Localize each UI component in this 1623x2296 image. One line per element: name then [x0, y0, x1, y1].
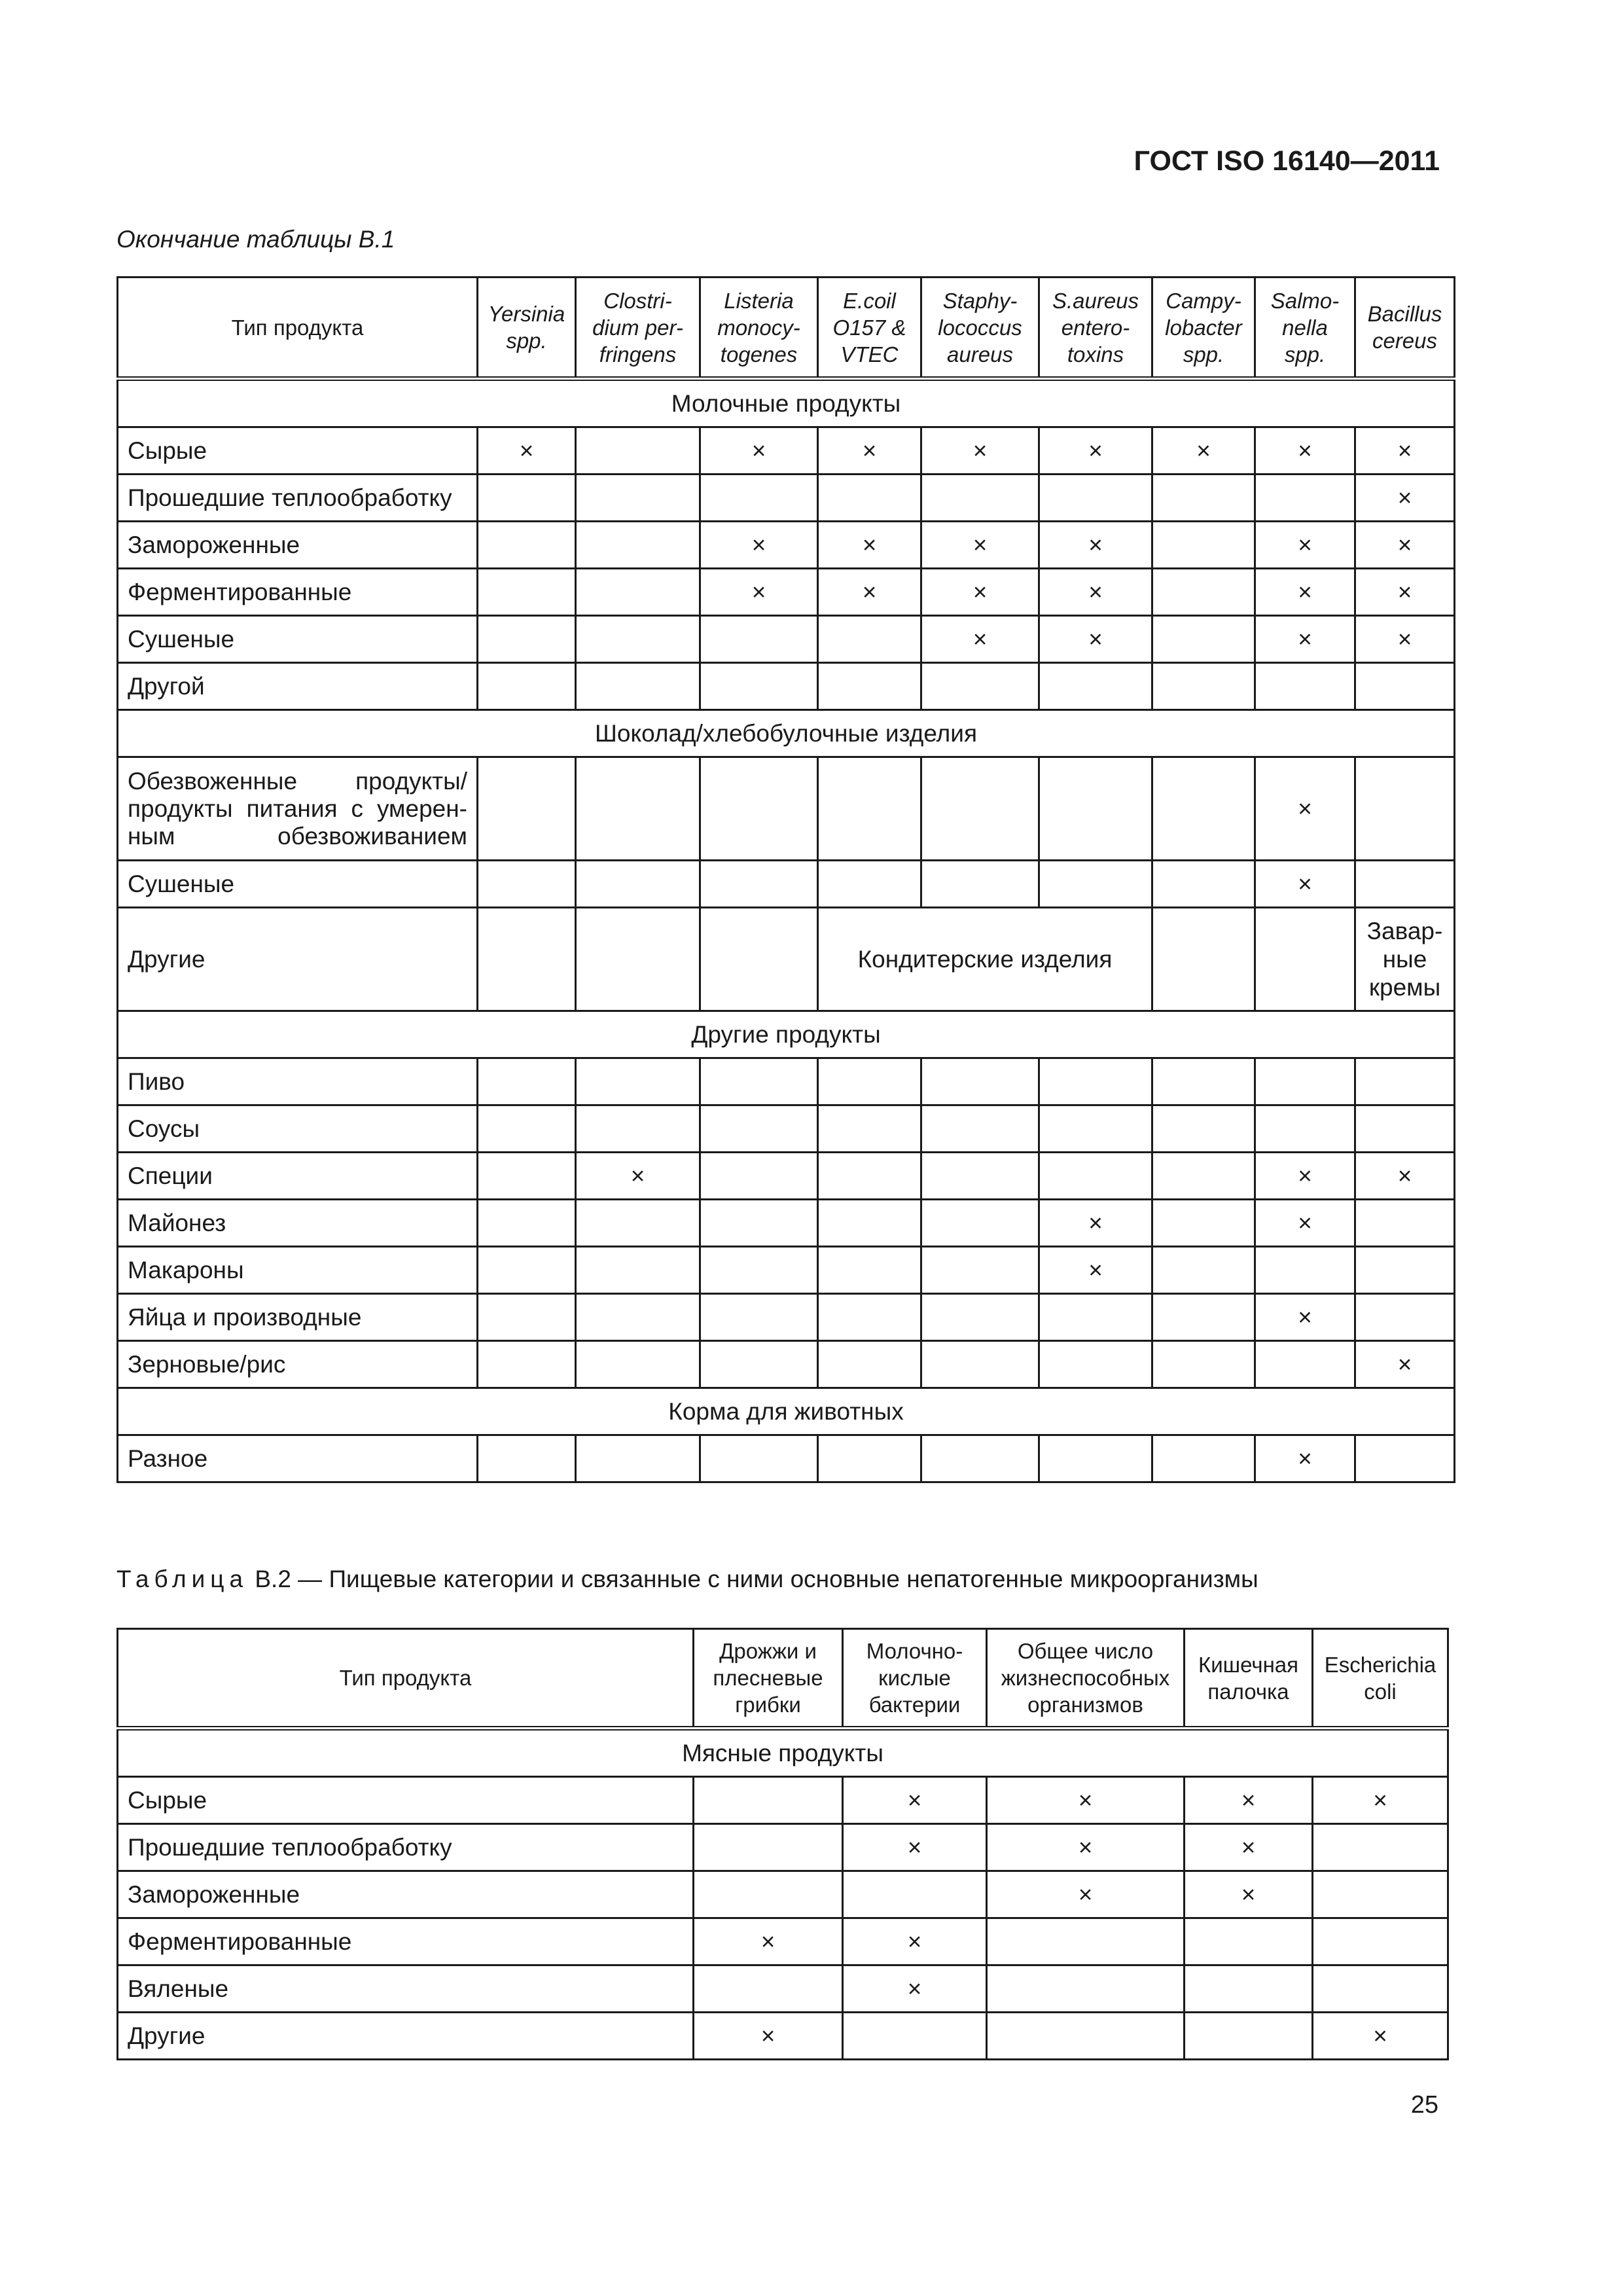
- mark-cell: ×: [694, 2013, 843, 2060]
- mark-cell: ×: [1039, 522, 1152, 569]
- product-type-cell: Соусы: [118, 1105, 478, 1153]
- table-row: [118, 1918, 1448, 1965]
- mark-cell: [1255, 663, 1355, 710]
- mark-cell: ×: [1255, 1435, 1355, 1482]
- mark-cell: [576, 475, 700, 522]
- mark-cell: [478, 1435, 576, 1482]
- mark-cell: [694, 1871, 843, 1918]
- document-id: ГОСТ ISO 16140—2011: [1133, 145, 1440, 177]
- mark-cell: ×: [1255, 861, 1355, 908]
- mark-cell: [987, 1965, 1185, 2013]
- product-type-cell: Замороженные: [118, 522, 478, 569]
- mark-cell: [700, 1247, 818, 1294]
- mark-cell: [1313, 1965, 1448, 2013]
- mark-cell: [1039, 757, 1152, 861]
- table-row: [118, 861, 1455, 908]
- table-row: [118, 1777, 1448, 1824]
- product-type-cell: Ферментированные: [118, 1918, 694, 1965]
- mark-cell: [700, 475, 818, 522]
- mark-cell: [478, 663, 576, 710]
- mark-cell: [1152, 1435, 1255, 1482]
- mark-cell: ×: [818, 569, 921, 616]
- mark-cell: [1152, 1058, 1255, 1105]
- column-header: Staphy- lococcus aureus: [921, 278, 1039, 379]
- table-row: [118, 908, 1455, 1011]
- mark-cell: [576, 861, 700, 908]
- product-type-cell: Замороженные: [118, 1871, 694, 1918]
- mark-cell: [694, 1965, 843, 2013]
- product-type-cell: Другие: [118, 2013, 694, 2060]
- mark-cell: [921, 757, 1039, 861]
- mark-cell: [1355, 1294, 1455, 1341]
- mark-cell: [818, 861, 921, 908]
- section-title: Другие продукты: [118, 1011, 1455, 1058]
- table-row: [118, 475, 1455, 522]
- mark-cell: [1355, 1105, 1455, 1153]
- section-title: Молочные продукты: [118, 379, 1455, 427]
- mark-cell: [576, 522, 700, 569]
- mark-cell: [478, 616, 576, 663]
- mark-cell: [1152, 1294, 1255, 1341]
- column-header: Clostri- dium per- fringens: [576, 278, 700, 379]
- product-type-cell: Вяленые: [118, 1965, 694, 2013]
- page-number: 25: [1410, 2091, 1438, 2119]
- mark-cell: [818, 1153, 921, 1200]
- product-type-cell: Другие: [118, 908, 478, 1011]
- product-type-cell: Ферментированные: [118, 569, 478, 616]
- mark-cell: ×: [818, 522, 921, 569]
- mark-cell: ×: [843, 1824, 987, 1871]
- mark-cell: [1355, 1435, 1455, 1482]
- column-header: Дрожжи и плесневые грибки: [694, 1629, 843, 1729]
- table-row: [118, 569, 1455, 616]
- table-row: [118, 1105, 1455, 1153]
- mark-cell: [576, 663, 700, 710]
- table-row: [118, 663, 1455, 710]
- table-row: [118, 2013, 1448, 2060]
- mark-cell: [478, 1294, 576, 1341]
- mark-cell: ×: [843, 1918, 987, 1965]
- table-row: [118, 1435, 1455, 1482]
- mark-cell: [1313, 1871, 1448, 1918]
- mark-cell: ×: [987, 1871, 1185, 1918]
- mark-cell: ×: [1255, 1153, 1355, 1200]
- mark-cell: [1255, 475, 1355, 522]
- mark-cell: [700, 616, 818, 663]
- column-header: Listeria monocy- togenes: [700, 278, 818, 379]
- mark-cell: ×: [1355, 427, 1455, 475]
- table-row: [118, 1200, 1455, 1247]
- mark-cell: ×: [700, 522, 818, 569]
- column-header: Bacillus cereus: [1355, 278, 1455, 379]
- mark-cell: [700, 1435, 818, 1482]
- mark-cell: [1152, 1105, 1255, 1153]
- product-type-cell: Пиво: [118, 1058, 478, 1105]
- product-type-cell: Специи: [118, 1153, 478, 1200]
- mark-cell: [1152, 757, 1255, 861]
- mark-cell: [818, 1341, 921, 1388]
- product-type-cell: Майонез: [118, 1200, 478, 1247]
- last-note-cell: Завар- ные кремы: [1355, 908, 1455, 1011]
- section-title: Шоколад/хлебобулочные изделия: [118, 710, 1455, 757]
- product-type-cell: Сушеные: [118, 616, 478, 663]
- mark-cell: ×: [1039, 569, 1152, 616]
- mark-cell: ×: [1255, 427, 1355, 475]
- mark-cell: [818, 663, 921, 710]
- mark-cell: [818, 1200, 921, 1247]
- table-row: [118, 1058, 1455, 1105]
- mark-cell: [818, 616, 921, 663]
- mark-cell: [576, 616, 700, 663]
- mark-cell: [478, 908, 576, 1011]
- mark-cell: [1355, 663, 1455, 710]
- section-row: [118, 379, 1455, 427]
- mark-cell: [1313, 1824, 1448, 1871]
- column-header: S.aureus entero- toxins: [1039, 278, 1152, 379]
- mark-cell: ×: [1185, 1871, 1313, 1918]
- mark-cell: [921, 1200, 1039, 1247]
- mark-cell: ×: [478, 427, 576, 475]
- table1-caption: Окончание таблицы В.1: [116, 226, 395, 253]
- table-row: [118, 1341, 1455, 1388]
- product-type-cell: Сырые: [118, 1777, 694, 1824]
- mark-cell: ×: [1255, 569, 1355, 616]
- mark-cell: ×: [987, 1777, 1185, 1824]
- mark-cell: [576, 1200, 700, 1247]
- product-type-cell: Прошедшие теплообработку: [118, 1824, 694, 1871]
- mark-cell: [700, 1153, 818, 1200]
- mark-cell: ×: [1039, 1200, 1152, 1247]
- mark-cell: ×: [1355, 522, 1455, 569]
- mark-cell: [921, 475, 1039, 522]
- mark-cell: [1152, 1247, 1255, 1294]
- mark-cell: [843, 2013, 987, 2060]
- column-header: Yersinia spp.: [478, 278, 576, 379]
- column-header: Общее число жизнеспособных организмов: [987, 1629, 1185, 1729]
- mark-cell: ×: [1185, 1824, 1313, 1871]
- mark-cell: [700, 663, 818, 710]
- mark-cell: [1185, 2013, 1313, 2060]
- mark-cell: [1039, 475, 1152, 522]
- mark-cell: [921, 861, 1039, 908]
- table-row: [118, 1247, 1455, 1294]
- mark-cell: [1039, 663, 1152, 710]
- column-header: Salmo- nella spp.: [1255, 278, 1355, 379]
- mark-cell: ×: [1313, 1777, 1448, 1824]
- column-header: Campy- lobacter spp.: [1152, 278, 1255, 379]
- mark-cell: [478, 1058, 576, 1105]
- mark-cell: [1039, 861, 1152, 908]
- mark-cell: [1255, 1341, 1355, 1388]
- mark-cell: ×: [1255, 757, 1355, 861]
- mark-cell: [921, 1153, 1039, 1200]
- column-header: Кишечная палочка: [1185, 1629, 1313, 1729]
- mark-cell: [700, 1200, 818, 1247]
- mark-cell: [818, 1058, 921, 1105]
- mark-cell: [1255, 908, 1355, 1011]
- mark-cell: [1039, 1435, 1152, 1482]
- mark-cell: [478, 1200, 576, 1247]
- mark-cell: ×: [921, 569, 1039, 616]
- merged-note-cell: Кондитерские изделия: [818, 908, 1152, 1011]
- table-row: [118, 1824, 1448, 1871]
- mark-cell: [818, 1247, 921, 1294]
- mark-cell: [921, 1058, 1039, 1105]
- mark-cell: ×: [576, 1153, 700, 1200]
- product-type-cell: Зерновые/рис: [118, 1341, 478, 1388]
- mark-cell: [1152, 475, 1255, 522]
- mark-cell: [1039, 1294, 1152, 1341]
- mark-cell: [921, 1341, 1039, 1388]
- mark-cell: [1039, 1105, 1152, 1153]
- mark-cell: [1255, 1058, 1355, 1105]
- mark-cell: ×: [843, 1777, 987, 1824]
- table-row: [118, 1294, 1455, 1341]
- section-row: [118, 1729, 1448, 1777]
- mark-cell: ×: [987, 1824, 1185, 1871]
- mark-cell: [1255, 1247, 1355, 1294]
- mark-cell: ×: [1255, 1200, 1355, 1247]
- mark-cell: [1039, 1153, 1152, 1200]
- mark-cell: [576, 1435, 700, 1482]
- mark-cell: ×: [921, 427, 1039, 475]
- product-type-cell: Яйца и производные: [118, 1294, 478, 1341]
- mark-cell: [987, 1918, 1185, 1965]
- table-b1: [116, 276, 1455, 1483]
- mark-cell: [700, 1058, 818, 1105]
- mark-cell: [818, 1435, 921, 1482]
- mark-cell: ×: [1185, 1777, 1313, 1824]
- mark-cell: [921, 1294, 1039, 1341]
- mark-cell: [576, 1341, 700, 1388]
- mark-cell: [700, 908, 818, 1011]
- column-header: Тип продукта: [118, 278, 478, 379]
- table-row: [118, 1871, 1448, 1918]
- mark-cell: ×: [1152, 427, 1255, 475]
- mark-cell: [576, 427, 700, 475]
- mark-cell: [478, 569, 576, 616]
- mark-cell: ×: [1039, 427, 1152, 475]
- mark-cell: [478, 475, 576, 522]
- product-type-cell: Прошедшие теплообработку: [118, 475, 478, 522]
- mark-cell: [1355, 1200, 1455, 1247]
- mark-cell: [1355, 1247, 1455, 1294]
- mark-cell: [818, 757, 921, 861]
- mark-cell: [576, 757, 700, 861]
- mark-cell: [987, 2013, 1185, 2060]
- product-type-cell: Разное: [118, 1435, 478, 1482]
- column-header: Молочно- кислые бактерии: [843, 1629, 987, 1729]
- mark-cell: [478, 1105, 576, 1153]
- mark-cell: [1152, 616, 1255, 663]
- mark-cell: ×: [1355, 616, 1455, 663]
- mark-cell: [1152, 908, 1255, 1011]
- mark-cell: [576, 1105, 700, 1153]
- mark-cell: ×: [921, 522, 1039, 569]
- table-row: [118, 1153, 1455, 1200]
- section-title: Мясные продукты: [118, 1729, 1448, 1777]
- mark-cell: [576, 1294, 700, 1341]
- mark-cell: [921, 1435, 1039, 1482]
- mark-cell: [1152, 569, 1255, 616]
- product-type-cell: Обезвоженные продукты/ продукты питания с умерен- ным обезвоживанием: [118, 757, 478, 861]
- column-header: Escherichia coli: [1313, 1629, 1448, 1729]
- mark-cell: [478, 1341, 576, 1388]
- section-row: [118, 710, 1455, 757]
- mark-cell: ×: [1355, 1341, 1455, 1388]
- mark-cell: [700, 1294, 818, 1341]
- product-type-cell: Сушеные: [118, 861, 478, 908]
- table2-caption-text: В.2 — Пищевые категории и связанные с ними основные непатогенные микроорганизмы: [255, 1566, 1258, 1592]
- mark-cell: [478, 757, 576, 861]
- mark-cell: ×: [1255, 522, 1355, 569]
- mark-cell: [921, 1105, 1039, 1153]
- mark-cell: [1313, 1918, 1448, 1965]
- mark-cell: ×: [1039, 1247, 1152, 1294]
- mark-cell: ×: [1355, 475, 1455, 522]
- mark-cell: [818, 1105, 921, 1153]
- mark-cell: [1152, 1341, 1255, 1388]
- mark-cell: [700, 1341, 818, 1388]
- product-type-cell: Макароны: [118, 1247, 478, 1294]
- mark-cell: ×: [1255, 1294, 1355, 1341]
- mark-cell: [1152, 1200, 1255, 1247]
- mark-cell: [1255, 1105, 1355, 1153]
- mark-cell: [700, 861, 818, 908]
- mark-cell: [818, 475, 921, 522]
- mark-cell: [818, 1294, 921, 1341]
- mark-cell: [576, 569, 700, 616]
- table-row: [118, 427, 1455, 475]
- mark-cell: [1355, 861, 1455, 908]
- mark-cell: ×: [1355, 569, 1455, 616]
- mark-cell: ×: [1355, 1153, 1455, 1200]
- mark-cell: ×: [694, 1918, 843, 1965]
- product-type-cell: Другой: [118, 663, 478, 710]
- section-title: Корма для животных: [118, 1388, 1455, 1435]
- mark-cell: [843, 1871, 987, 1918]
- table-row: [118, 1965, 1448, 2013]
- mark-cell: ×: [1313, 2013, 1448, 2060]
- mark-cell: [694, 1777, 843, 1824]
- mark-cell: [478, 522, 576, 569]
- mark-cell: [1152, 663, 1255, 710]
- mark-cell: [1355, 1058, 1455, 1105]
- table-row: [118, 616, 1455, 663]
- mark-cell: [576, 1247, 700, 1294]
- table-b2: [116, 1628, 1449, 2060]
- section-row: [118, 1388, 1455, 1435]
- mark-cell: [1185, 1918, 1313, 1965]
- mark-cell: [921, 663, 1039, 710]
- table2-caption: [116, 1566, 1258, 1593]
- mark-cell: [478, 1247, 576, 1294]
- product-type-cell: Сырые: [118, 427, 478, 475]
- mark-cell: ×: [843, 1965, 987, 2013]
- mark-cell: [1152, 522, 1255, 569]
- mark-cell: [1185, 1965, 1313, 2013]
- mark-cell: [576, 1058, 700, 1105]
- table-row: [118, 522, 1455, 569]
- mark-cell: [1355, 757, 1455, 861]
- mark-cell: [478, 1153, 576, 1200]
- mark-cell: [700, 757, 818, 861]
- mark-cell: [1152, 861, 1255, 908]
- mark-cell: ×: [818, 427, 921, 475]
- mark-cell: [1152, 1153, 1255, 1200]
- mark-cell: [1039, 1058, 1152, 1105]
- mark-cell: [694, 1824, 843, 1871]
- mark-cell: [576, 908, 700, 1011]
- section-row: [118, 1011, 1455, 1058]
- mark-cell: ×: [700, 427, 818, 475]
- mark-cell: ×: [921, 616, 1039, 663]
- column-header: E.coil O157 & VTEC: [818, 278, 921, 379]
- table2-caption-label: Таблица: [116, 1566, 249, 1592]
- mark-cell: [478, 861, 576, 908]
- mark-cell: ×: [1255, 616, 1355, 663]
- mark-cell: [921, 1247, 1039, 1294]
- mark-cell: ×: [700, 569, 818, 616]
- mark-cell: [1039, 1341, 1152, 1388]
- table-row: [118, 757, 1455, 861]
- mark-cell: ×: [1039, 616, 1152, 663]
- column-header: Тип продукта: [118, 1629, 694, 1729]
- mark-cell: [700, 1105, 818, 1153]
